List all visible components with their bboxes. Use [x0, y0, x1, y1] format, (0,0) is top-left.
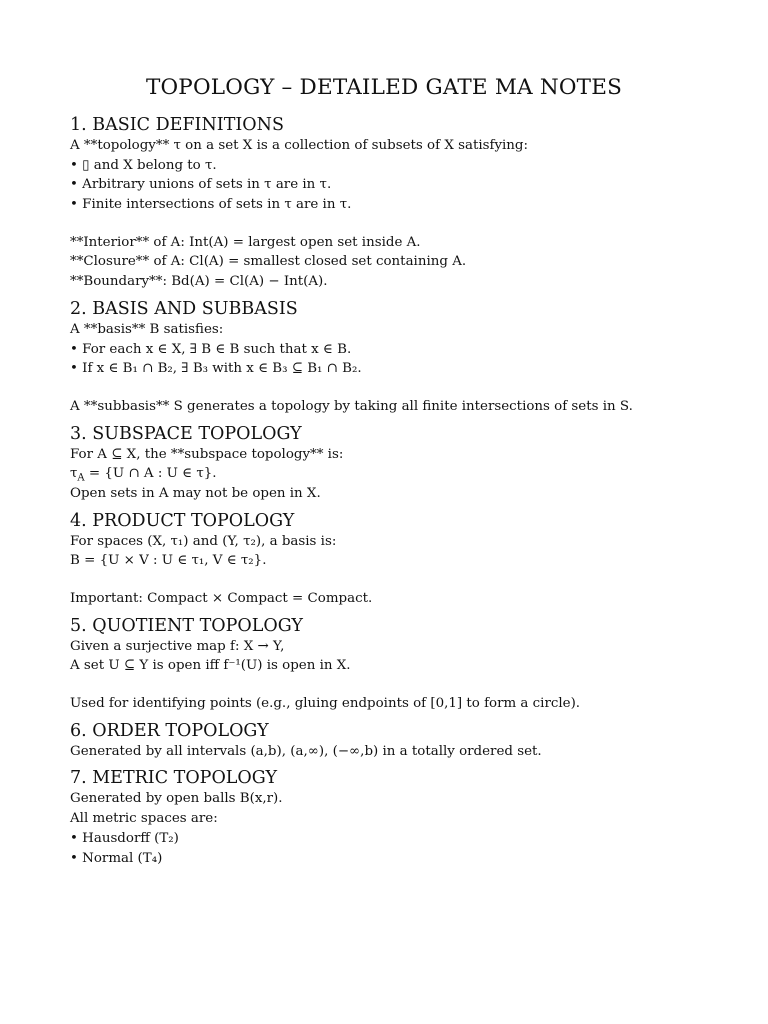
- document-body: [70, 114, 730, 874]
- text-line: Given a surjective map f: X → Y,: [70, 638, 285, 654]
- text-line: Generated by open balls B(x,r).: [70, 791, 283, 807]
- text-line: • Arbitrary unions of sets in τ are in τ.: [70, 177, 332, 193]
- section-5: [70, 615, 730, 714]
- text-line: A **subbasis** S generates a topology by taking all finite intersections of sets in S.: [70, 398, 633, 414]
- text-line: • ▯ and X belong to τ.: [70, 157, 217, 173]
- section-2: [70, 298, 730, 417]
- text-line: Used for identifying points (e.g., gluing endpoints of [0,1] to form a circle).: [70, 696, 581, 712]
- text-line: • For each x ∈ X, ∃ B ∈ B such that x ∈ B.: [70, 341, 352, 357]
- formula-tail: = {U ∩ A : U ∈ τ}.: [84, 466, 217, 482]
- tau-symbol: τ: [70, 466, 78, 482]
- text-line: Open sets in A may not be open in X.: [70, 485, 321, 501]
- section-heading: 6. ORDER TOPOLOGY: [70, 720, 269, 741]
- section-heading: 3. SUBSPACE TOPOLOGY: [70, 423, 302, 444]
- subscript: A: [77, 472, 85, 484]
- text-line: A set U ⊆ Y is open iff f⁻¹(U) is open in X.: [70, 658, 351, 674]
- text-line: **Interior** of A: Int(A) = largest open set inside A.: [70, 234, 421, 250]
- text-line: For A ⊆ X, the **subspace topology** is:: [70, 446, 344, 462]
- section-heading: 1. BASIC DEFINITIONS: [70, 115, 284, 135]
- text-line: **Closure** of A: Cl(A) = smallest closed set containing A.: [70, 254, 467, 270]
- paragraph-gap: [70, 379, 730, 397]
- text-line: • Finite intersections of sets in τ are in τ.: [70, 197, 352, 213]
- text-line: Important: Compact × Compact = Compact.: [70, 591, 373, 606]
- section-heading: 4. PRODUCT TOPOLOGY: [70, 510, 295, 531]
- section-6: [70, 720, 730, 762]
- text-line: A **basis** B satisfies:: [70, 321, 224, 337]
- paragraph-gap: [70, 676, 730, 694]
- text-line: **Boundary**: Bd(A) = Cl(A) − Int(A).: [70, 274, 328, 290]
- text-line: [70, 464, 730, 484]
- document-title: TOPOLOGY – DETAILED GATE MA NOTES: [145, 75, 623, 100]
- text-line: • Hausdorff (T₂): [70, 830, 179, 846]
- section-7: [70, 767, 730, 868]
- text-line: B = {U × V : U ∈ τ₁, V ∈ τ₂}.: [70, 553, 267, 569]
- section-3: [70, 423, 730, 504]
- text-line: • If x ∈ B₁ ∩ B₂, ∃ B₃ with x ∈ B₃ ⊆ B₁ ∩ B₂.: [70, 361, 362, 377]
- section-heading: 7. METRIC TOPOLOGY: [70, 768, 278, 789]
- text-line: • Normal (T₄): [70, 850, 163, 866]
- text-line: For spaces (X, τ₁) and (Y, τ₂), a basis is:: [70, 533, 337, 549]
- section-heading: 2. BASIS AND SUBBASIS: [70, 298, 298, 319]
- paragraph-gap: [70, 215, 730, 233]
- text-line: All metric spaces are:: [70, 811, 218, 827]
- text-line: Generated by all intervals (a,b), (a,∞), (−∞,b) in a totally ordered set.: [70, 743, 542, 759]
- section-heading: 5. QUOTIENT TOPOLOGY: [70, 615, 303, 636]
- paragraph-gap: [70, 571, 730, 589]
- section-1: [70, 114, 730, 292]
- text-line: A **topology** τ on a set X is a collection of subsets of X satisfying:: [70, 138, 529, 153]
- section-4: [70, 510, 730, 609]
